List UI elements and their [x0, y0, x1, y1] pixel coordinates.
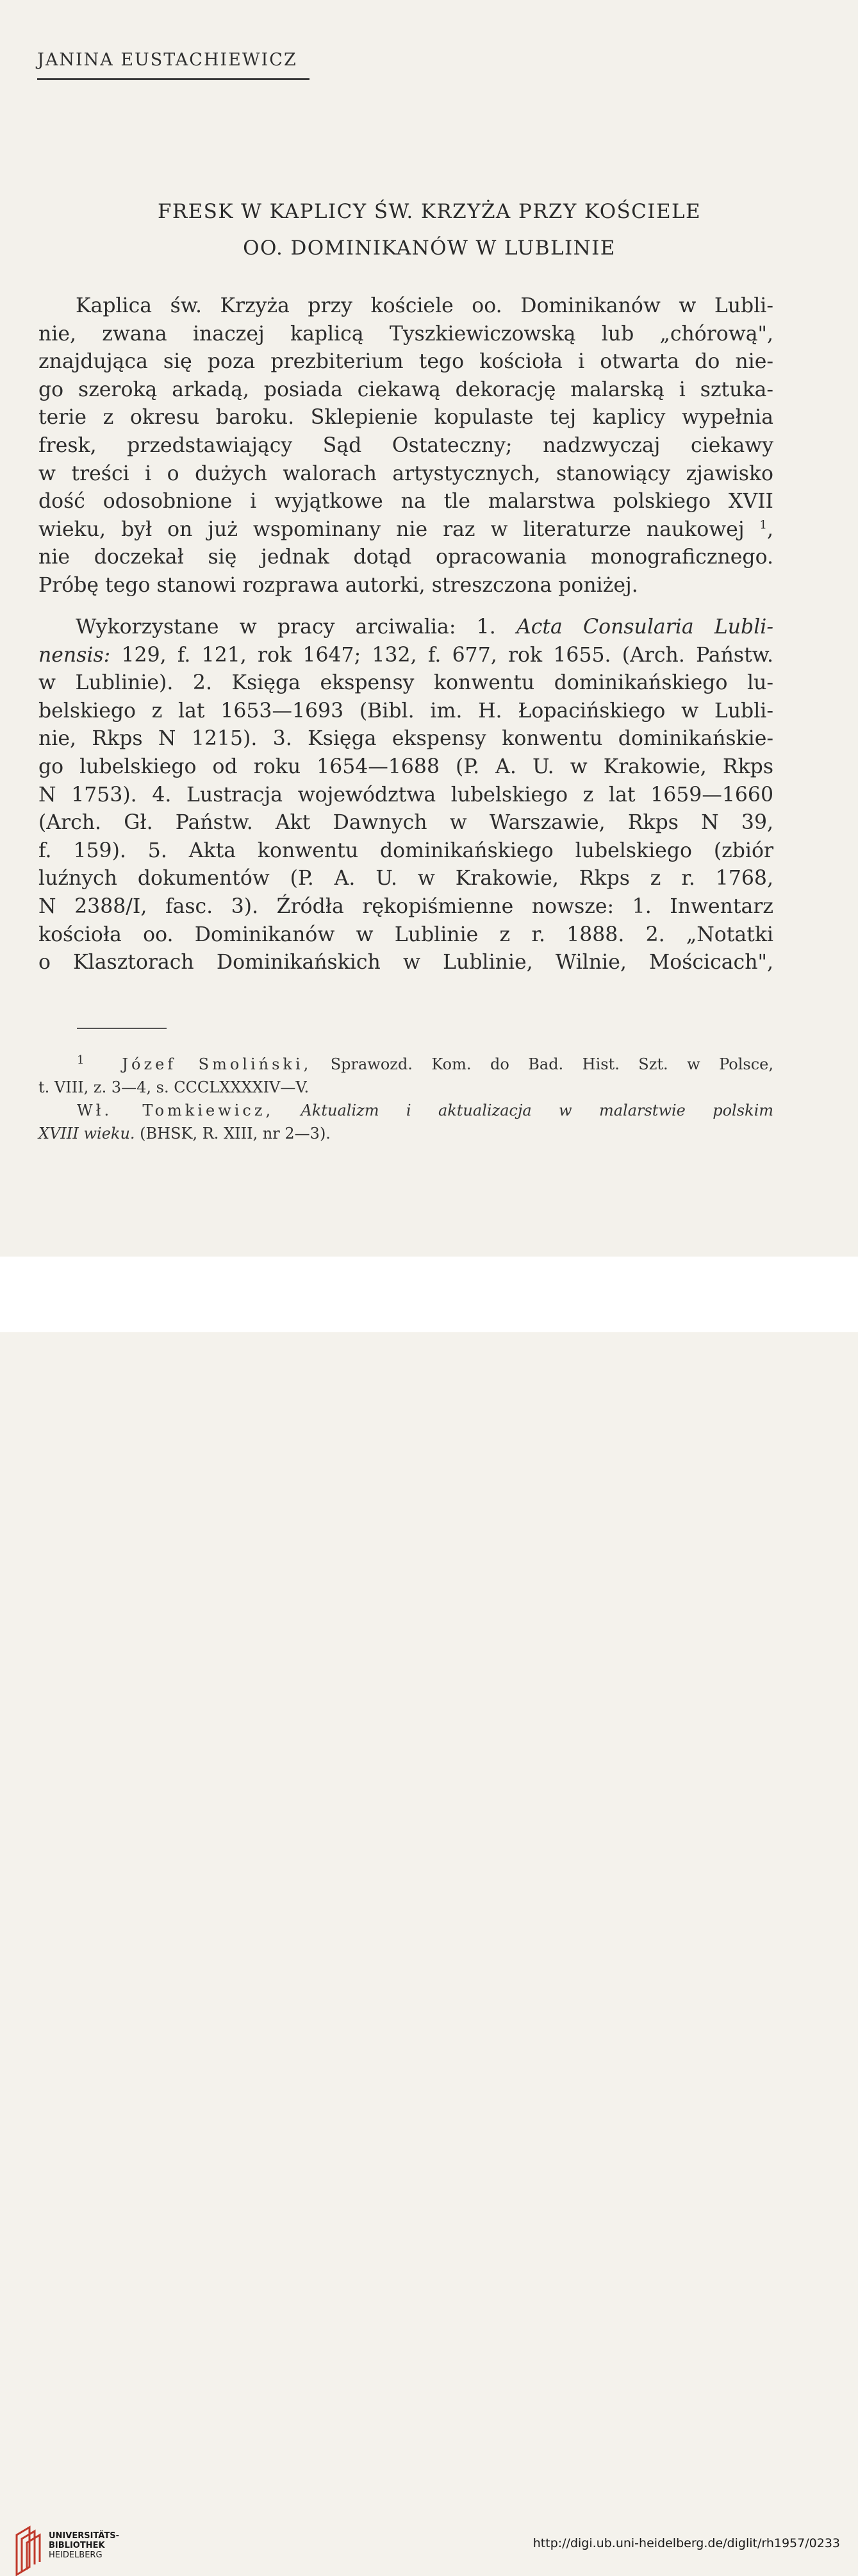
italic-title: nensis:: [38, 643, 111, 667]
italic-title: XVIII wieku.: [38, 1125, 135, 1142]
text-line: go szeroką arkadą, posiada ciekawą dekorację malarską i sztuka-: [38, 378, 773, 401]
running-head-rule: [37, 78, 309, 80]
text-line: [38, 614, 773, 642]
footnote-line: [38, 1053, 773, 1076]
text-line: nie, Rkps N 1215). 3. Księga ekspensy konwentu dominikańskie-: [38, 727, 773, 751]
library-name-line: HEIDELBERG: [49, 2550, 103, 2560]
text-line: Kaplica św. Krzyża przy kościele oo. Dominikanów w Lubli-: [76, 294, 773, 317]
footnote-author: Józef Smoliński,: [122, 1055, 312, 1073]
text-line: nie doczekał się jednak dotąd opracowania monograficznego.: [38, 546, 773, 569]
library-name: [49, 2531, 119, 2560]
text-line: znajdująca się poza prezbiterium tego kościoła i otwarta do nie-: [38, 350, 773, 374]
text-line: luźnych dokumentów (P. A. U. w Krakowie, Rkps z r. 1768,: [38, 867, 773, 891]
footnote-reference: 1: [759, 518, 767, 532]
article-title-line-2: OO. DOMINIKANÓW W LUBLINIE: [243, 237, 616, 260]
text-segment: Wykorzystane w pracy arciwalia: 1.: [76, 615, 516, 639]
footnote-line: t. VIII, z. 3—4, s. CCCLXXXXIV—V.: [38, 1078, 309, 1096]
text-line: kościoła oo. Dominikanów w Lublinie z r. 1888. 2. „Notatki: [38, 923, 773, 946]
footnote-line: [38, 1099, 773, 1122]
text-segment: wieku, był on już wspominany nie raz w literaturze naukowej: [38, 517, 745, 541]
library-logo-icon: [13, 2525, 42, 2576]
text-line: dość odosobnione i wyjątkowe na tle malarstwa polskiego XVII: [38, 490, 773, 514]
footnote-rule: [77, 1028, 167, 1029]
text-line: N 1753). 4. Lustracja województwa lubelskiego z lat 1659—1660: [38, 783, 773, 807]
text-segment: Sprawozd. Kom. do Bad. Hist. Szt. w Polsce,: [311, 1055, 773, 1073]
text-line: (Arch. Gł. Państw. Akt Dawnych w Warszawie, Rkps N 39,: [38, 811, 773, 835]
text-line: wieku, był on już wspominany nie raz w literaturze naukowej $^1$,: [38, 517, 773, 541]
library-name-line: BIBLIOTHEK: [49, 2541, 105, 2550]
italic-title: Acta Consularia Lubli-: [516, 615, 773, 639]
footnote-number: 1: [77, 1053, 85, 1067]
footnotes: [38, 1053, 773, 1145]
footer-bar: [0, 1257, 858, 2560]
text-segment: 129, f. 121, rok 1647; 132, f. 677, rok 1655. (Arch. Państw.: [110, 643, 773, 667]
text-line: N 2388/I, fasc. 3). Źródła rękopiśmienne nowsze: 1. Inwentarz: [38, 894, 773, 918]
text-line: [38, 642, 773, 670]
text-line: nie, zwana inaczej kaplicą Tyszkiewiczowską lub „chórową",: [38, 322, 773, 346]
source-url-link[interactable]: http://digi.ub.uni-heidelberg.de/diglit/rh1957/0233: [532, 2536, 840, 2550]
text-segment: (BHSK, R. XIII, nr 2—3).: [135, 1125, 331, 1142]
footnote-author: Wł. Tomkiewicz,: [77, 1101, 274, 1119]
article-title-line-1: FRESK W KAPLICY ŚW. KRZYŻA PRZY KOŚCIELE: [158, 200, 701, 223]
text-line: go lubelskiego od roku 1654—1688 (P. A. U. w Krakowie, Rkps: [38, 755, 773, 778]
text-line: terie z okresu baroku. Sklepienie kopulaste tej kaplicy wypełnia: [38, 406, 773, 430]
text-line: w treści i o dużych walorach artystycznych, stanowiący zjawisko: [38, 462, 773, 485]
text-line: f. 159). 5. Akta konwentu dominikańskiego lubelskiego (zbiór: [38, 839, 773, 862]
paragraph-1: [38, 292, 773, 600]
text-line: belskiego z lat 1653—1693 (Bibl. im. H. Łopacińskiego w Lubli-: [38, 699, 773, 723]
text-line: fresk, przedstawiający Sąd Ostateczny; nadzwyczaj ciekawy: [38, 433, 773, 457]
text-line: w Lublinie). 2. Księga ekspensy konwentu dominikańskiego lu-: [38, 671, 773, 695]
document-page: [0, 0, 858, 1257]
text-line: o Klasztorach Dominikańskich w Lublinie, Wilnie, Mościcach",: [38, 951, 773, 974]
footnote-line: [38, 1122, 773, 1145]
paragraph-2: [38, 614, 773, 977]
library-name-line: UNIVERSITÄTS-: [49, 2531, 119, 2541]
italic-title: Aktualizm i aktualizacja w malarstwie polskim: [274, 1101, 773, 1119]
text-line: Próbę tego stanowi rozprawa autorki, streszczona poniżej.: [38, 573, 638, 597]
running-head: JANINA EUSTACHIEWICZ: [37, 50, 297, 70]
